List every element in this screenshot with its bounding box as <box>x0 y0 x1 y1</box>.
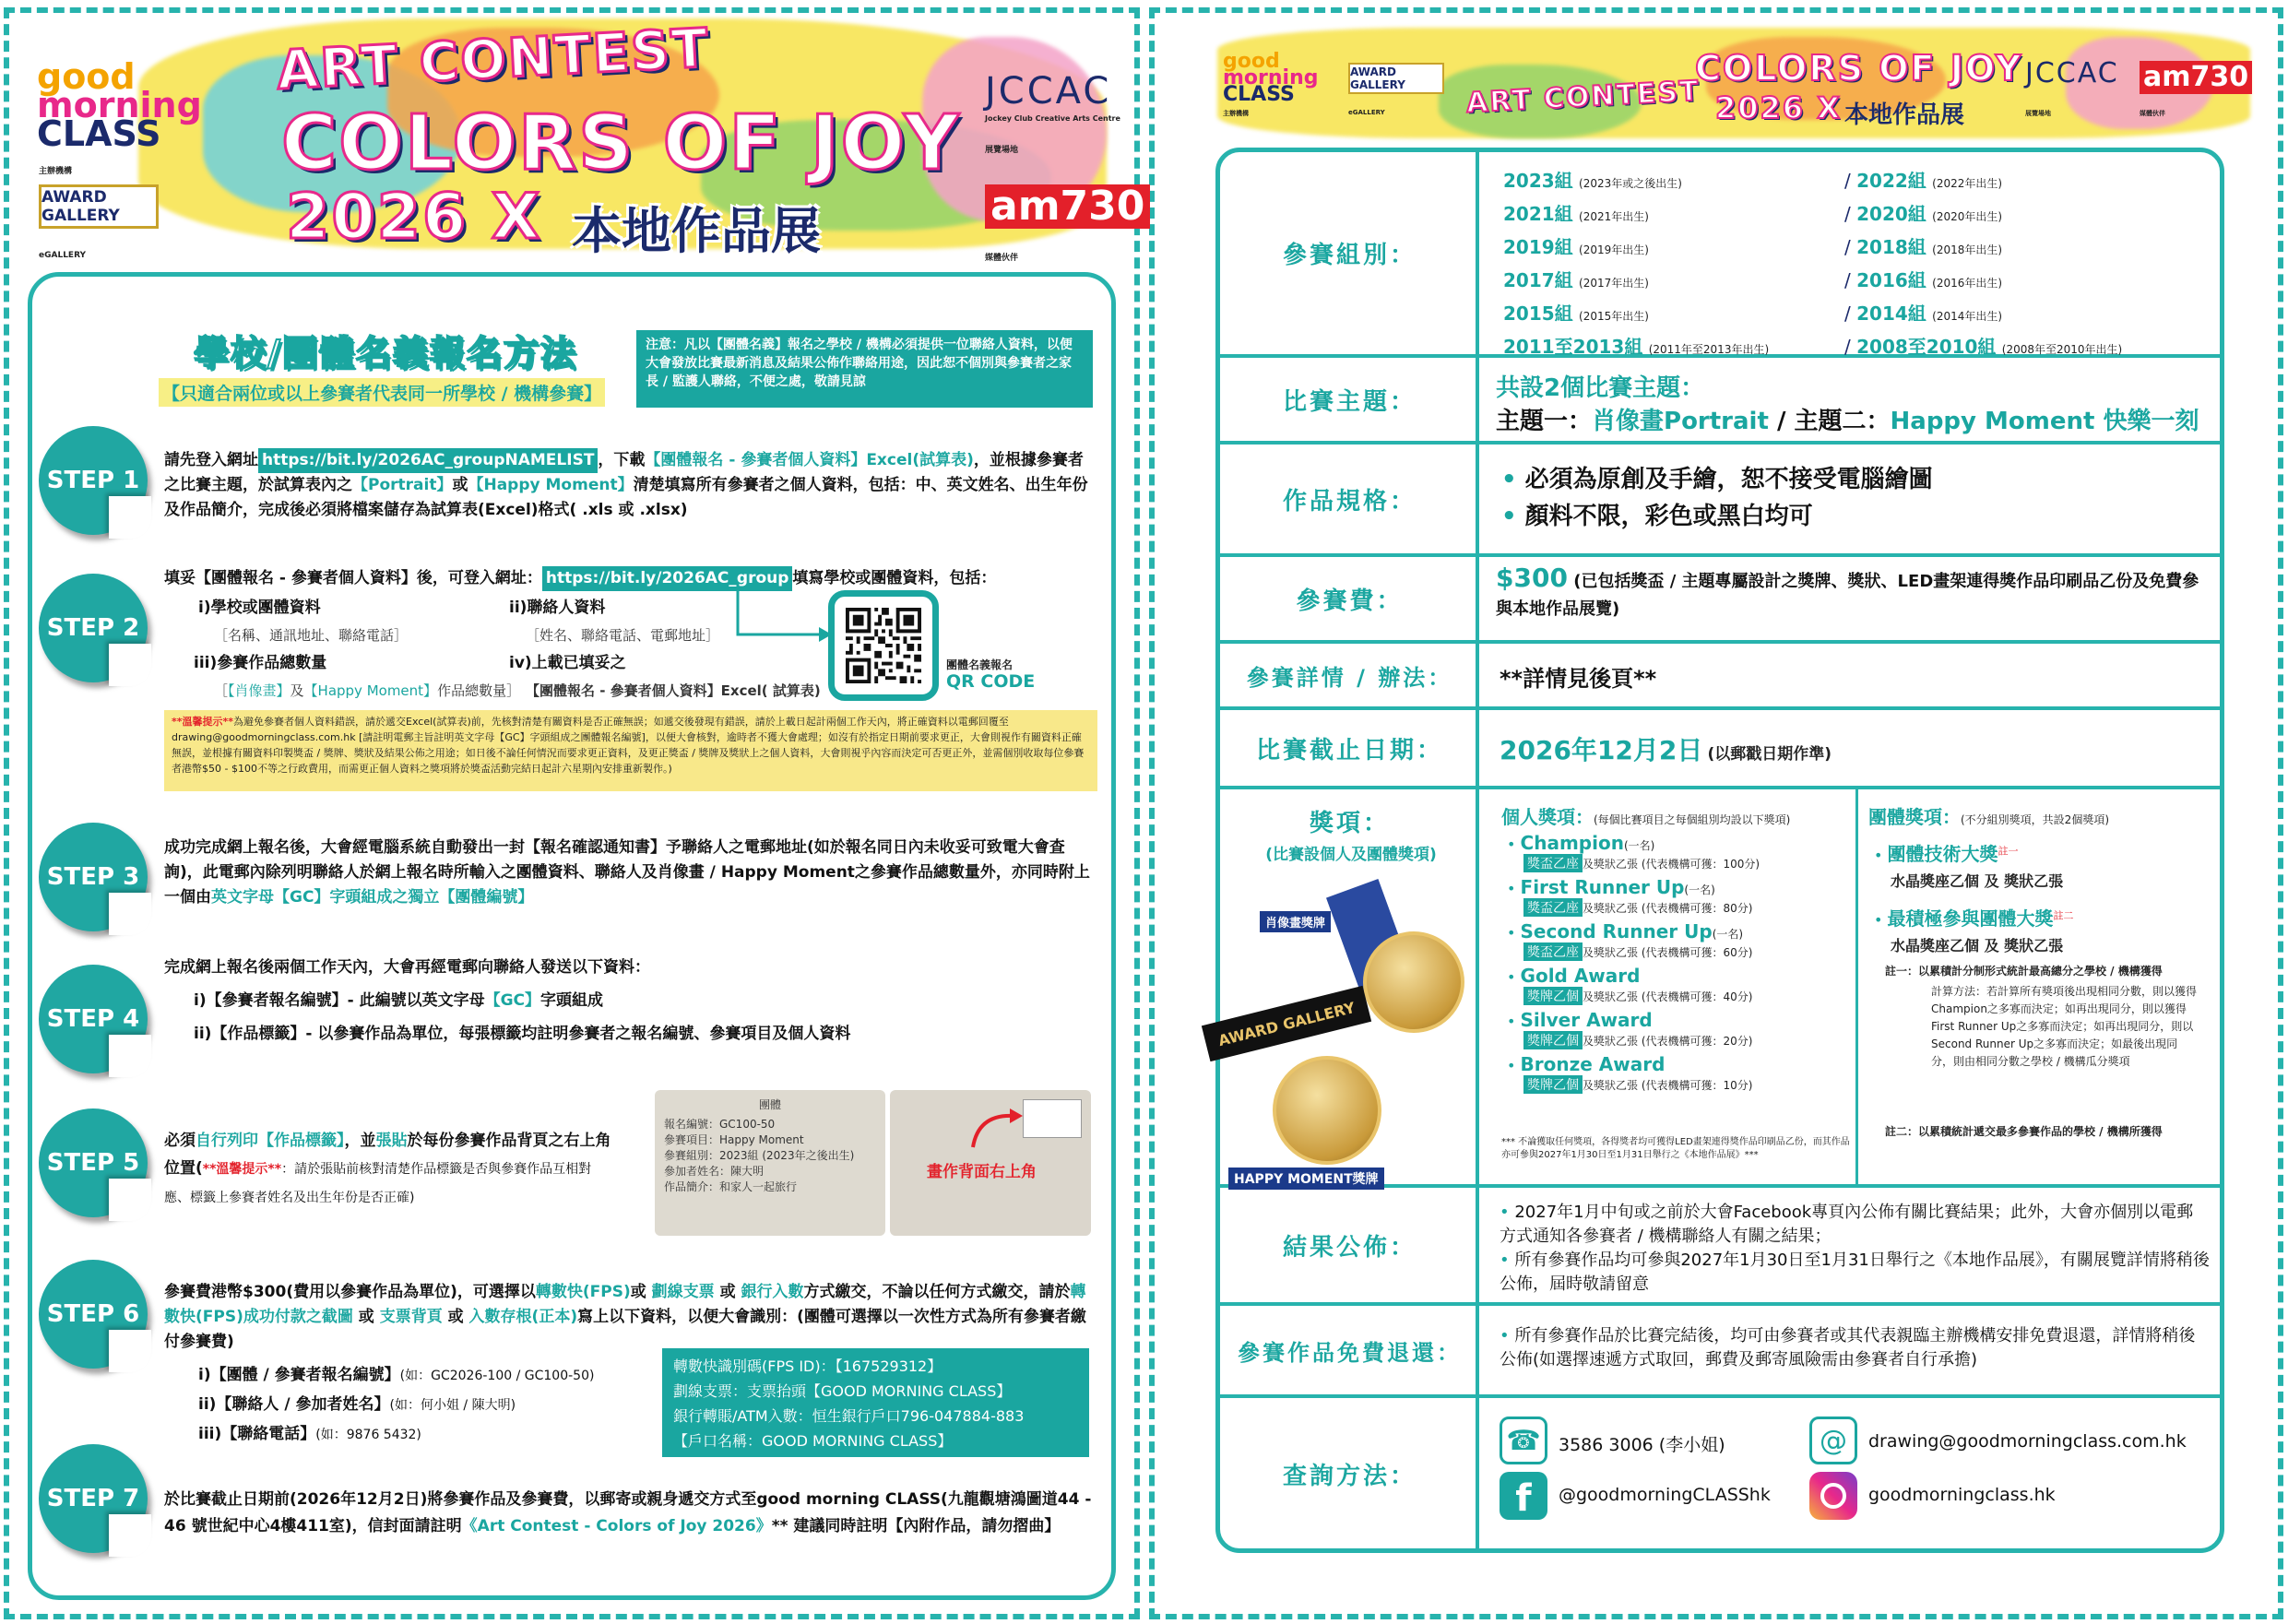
gmc-r-line2: morning <box>1223 66 1319 90</box>
label-card-row: 參賽項目：Happy Moment <box>664 1133 804 1146</box>
s6-or1: 或 <box>630 1283 646 1301</box>
group-note: (2021年出生) <box>1579 210 1649 223</box>
deadline-note: (以郵戳日期作準) <box>1707 745 1832 764</box>
s4-i-c: 字頭組成 <box>540 991 604 1010</box>
s5-c: ，並 <box>344 1132 376 1150</box>
indiv-award-item: • Second Runner Up(一名) 獎盃乙座 及獎狀乙張 (代表機構可獲：60分) <box>1507 920 1753 960</box>
am730-caption: 媒體伙伴 <box>985 254 1019 263</box>
s2-iv-sub: 【團體報名 - 參賽者個人資料】Excel( 試算表) <box>526 682 821 699</box>
instagram-icon <box>1809 1472 1857 1520</box>
portrait-medal-label: 肖像畫獎牌 <box>1260 911 1331 932</box>
deadline-label: 比賽截止日期： <box>1255 736 1443 765</box>
group-note: (2014年出生) <box>1932 310 2003 323</box>
s6-b: 方式繳交，不論以任何方式繳交，請於 <box>803 1283 1071 1301</box>
group-note: (2022年出生) <box>1932 177 2003 190</box>
group-name: 2021組 <box>1503 203 1573 225</box>
group-award-desc: 水晶獎座乙個 及 獎狀乙張 <box>1891 937 2064 954</box>
groups-right-column <box>1844 166 2213 365</box>
s7-b: 《Art Contest - Colors of Joy 2026》 <box>461 1517 772 1535</box>
indiv-desc: 及獎狀乙張 (代表機構可獲：10分) <box>1583 1079 1753 1092</box>
indiv-award-item: • Gold Award 獎牌乙個 及獎狀乙張 (代表機構可獲：40分) <box>1507 965 1753 1004</box>
theme-2a: 主題一： <box>1496 408 1593 435</box>
s7-c: ** 建議同時註明【內附作品，請勿摺曲】 <box>771 1517 1061 1535</box>
award-r-caption: eGALLERY <box>1348 109 1385 116</box>
step-7-badge: STEP 7 <box>39 1444 148 1553</box>
group-note: (2020年出生) <box>1932 210 2003 223</box>
group-name: 2016組 <box>1856 269 1926 291</box>
details-text: **詳情見後頁** <box>1500 666 1657 692</box>
s6-c: 轉數快(FPS)成功付款之截圖 <box>164 1283 1086 1326</box>
right-title-colors: COLORS OF JOY <box>1695 48 2023 89</box>
group-note: (2008年至2010年出生) <box>2001 343 2123 356</box>
s2-warn-text: 為避免參賽者個人資料錯誤，請於遞交Excel(試算表)前，先核對清楚有關資料是否正確無誤；如遞交後發現有錯誤，請於上載日起計兩個工作天內，將正確資料以電郵回覆至drawing@goodmorningclass.com.hk [請註明電郵主旨註明英文字母【GC】字頭組成之團體報名編號]，以便大會核對，逾時者不獲大會處理；如沒有於指定日期前要求更正，大會則視作有關資料正確無誤，並根據有關資料印製獎盃 / 獎牌、獎狀及結果公佈之用途；如日後不論任何情況而要求更正資料，及更正獎盃 / 獎牌及獎狀上之個人資料，大會則視乎內容而決定可否更正外，並需個別收取每位參賽者港幣$50 - $100不等之行政費用，而需更正個人資料之獎項將於獎盃活動完結日起計六星期內安排重新製作。) <box>172 716 1085 775</box>
group-award-2: • 最積極參與團體大獎$^{註二}$ 水晶獎座乙個 及 獎狀乙張 <box>1874 907 2074 954</box>
pay-bank: 銀行轉賬/ATM入數：恒生銀行戶口796-047884-883 <box>673 1407 1025 1425</box>
right-title-exhibition: 本地作品展 <box>1844 101 1965 129</box>
s4-a: 完成網上報名後兩個工作天內，大會再經電郵向聯絡人發送以下資料： <box>164 958 650 977</box>
s2-warn-lead: **溫馨提示** <box>172 716 234 728</box>
s2-iii-sub-b: 【肖像畫】 <box>228 682 290 699</box>
group-name: 2015組 <box>1503 302 1573 325</box>
group-name: 2011至2013組 <box>1503 336 1643 358</box>
theme-2d: Happy Moment 快樂一刻 <box>1890 408 2199 435</box>
jccac-logo-right: JCCAC <box>2025 57 2119 89</box>
awards-label: 獎項： <box>1309 809 1390 837</box>
jccac-caption: 展覽場地 <box>985 146 1019 155</box>
ribbon-black: AWARD GALLERY <box>1202 986 1371 1061</box>
fee-label: 參賽費： <box>1296 587 1404 615</box>
s6-or3: 或 <box>358 1308 374 1326</box>
s6-d: 支票背頁 <box>379 1308 443 1326</box>
s1-a: 請先登入網址 <box>164 451 258 469</box>
label-card-row: 參賽組別：2023組 (2023年之後出生) <box>664 1149 855 1162</box>
s2-iii: iii)參賽作品總數量 <box>194 654 327 672</box>
group-item <box>1503 299 1854 332</box>
s2-i-sub: ［名稱、通訊地址、聯絡電話］ <box>214 627 409 644</box>
group-item <box>1503 266 1854 299</box>
curved-arrow-icon <box>969 1105 1025 1151</box>
notice-text: 注意：凡以【團體名義】報名之學校 / 機構必須提供一位聯絡人資料，以便大會發放比賽最新消息及結果公佈作聯絡用途，因此恕不個別與參賽者之家長 / 監護人聯絡，不便之處，敬請見諒 <box>646 338 1073 389</box>
group-name: 2014組 <box>1856 302 1926 325</box>
qr-label-2: QR CODE <box>946 671 1036 692</box>
label-card-row: 報名編號：GC100-50 <box>664 1118 776 1131</box>
step-2-warning <box>164 710 1097 791</box>
group-name: 2018組 <box>1856 236 1926 258</box>
right-title-2026: 2026 X <box>1715 90 1842 125</box>
fee-desc: (已包括獎盃 / 主題專屬設計之獎牌、獎狀、LED畫架連得獎作品印刷品乙份及免費參與本地作品展覽) <box>1496 572 2199 619</box>
instagram-link[interactable]: goodmorningclass.hk <box>1868 1485 2056 1505</box>
group-item: / 2018組 (2018年出生) <box>1844 236 2003 258</box>
s2-iii-sub-d: 【Happy Moment】 <box>303 682 438 699</box>
s2-a: 填妥【團體報名 - 參賽者個人資料】後，可登入網址： <box>164 569 542 587</box>
indiv-note: (每個比賽項目之每個組別均設以下獎項) <box>1594 813 1791 826</box>
indiv-tag: 獎盃乙座 <box>1523 942 1583 961</box>
result-item: • 2027年1月中旬或之前於大會Facebook專頁內公佈有關比賽結果；此外，大會亦個別以電郵方式通知各參賽者 / 機構聯絡人有關之結果； <box>1500 1203 2194 1246</box>
s6-cheque: 劃線支票 <box>651 1283 715 1301</box>
s6-ii-label: ii)【聯絡人 / 參加者姓名】 <box>198 1395 390 1414</box>
group-item <box>1503 232 1854 266</box>
s4-i-b: 【GC】 <box>484 991 541 1010</box>
group-name: 2023組 <box>1503 170 1573 192</box>
s2-ii: ii)聯絡人資料 <box>509 599 606 617</box>
group-award-sup: 註一 <box>1998 845 2019 858</box>
step-3-text <box>164 836 1096 910</box>
group-note: (2018年出生) <box>1932 243 2003 256</box>
indiv-name: Champion <box>1520 832 1624 854</box>
group-name: 2017組 <box>1503 269 1573 291</box>
details-label: 參賽詳情 / 辦法： <box>1246 664 1453 691</box>
qr-label-1: 團體名義報名 <box>946 658 1014 671</box>
indiv-desc: 及獎狀乙張 (代表機構可獲：100分) <box>1583 858 1760 871</box>
group-note-1-body: 計算方法：若計算所有獎項後出現相同分數，則以獲得Champion之多寡而決定；如再出現同分，則以獲得First Runner Up之多寡而決定；如再出現同分，則以Second Runner Up之多寡而決定；如最後出現同分，則由相同分數之學校 / 機構瓜分獎項 <box>1931 985 2198 1068</box>
title-colors-of-joy: COLORS OF JOY <box>281 100 961 187</box>
indiv-count: (一名) <box>1684 883 1715 896</box>
s2-b: 填寫學校或團體資料，包括： <box>792 569 997 587</box>
s6-i <box>198 1363 594 1389</box>
group-item: / 2022組 (2022年出生) <box>1844 170 2003 192</box>
indiv-name: Second Runner Up <box>1520 920 1713 942</box>
indiv-list <box>1507 832 1848 1097</box>
s3-a: 成功完成網上報名後，大會經電腦系統自動發出一封【報名確認通知書】予聯絡人之電郵地址(如於報名同日內未收妥可致電大會查詢)，此電郵內除列明聯絡人於網上報名時所輸入之團體資料、聯絡人及肖像畫 / Happy Moment之參賽作品總數量外，亦同時附上一個由 <box>164 838 1090 907</box>
enquiry-label: 查詢方法： <box>1282 1462 1417 1490</box>
s6-or4: 或 <box>447 1308 464 1326</box>
group-item <box>1503 332 1854 365</box>
theme-line-2 <box>1496 402 2199 436</box>
group-award-desc: 水晶獎座乙個 及 獎狀乙張 <box>1891 872 2064 890</box>
indiv-award-item: • First Runner Up(一名) 獎盃乙座 及獎狀乙張 (代表機構可獲：80分) <box>1507 876 1753 916</box>
s2-ii-sub: ［姓名、聯絡電話、電郵地址］ <box>526 627 720 644</box>
deadline-date: 2026年12月2日 <box>1500 735 1703 765</box>
result-text: 2027年1月中旬或之前於大會Facebook專頁內公佈有關比賽結果；此外，大會亦個別以電郵方式通知各參賽者 / 機構聯絡人有關之結果； <box>1500 1203 2194 1246</box>
step-6-text <box>164 1280 1096 1355</box>
right-title-art-contest: ART CONTEST <box>1465 75 1701 120</box>
group-name: 2008至2010組 <box>1856 336 1997 358</box>
gmc-logo <box>37 56 202 155</box>
group-note: (不分組別獎項，共設2個獎項) <box>1961 813 2109 826</box>
group-name: 2019組 <box>1503 236 1573 258</box>
jccac-sub: Jockey Club Creative Arts Centre <box>985 114 1120 123</box>
group-title: 團體獎項： <box>1868 806 1961 828</box>
group-note: (2015年出生) <box>1579 310 1649 323</box>
group-award-1: • 團體技術大獎$^{註一}$ 水晶獎座乙個 及 獎狀乙張 <box>1874 843 2064 890</box>
step-6-badge: STEP 6 <box>39 1260 148 1369</box>
gmc-logo-right <box>1223 50 1319 107</box>
group-note: (2023年或之後出生) <box>1579 177 1682 190</box>
step-2-badge: STEP 2 <box>39 574 148 682</box>
group-item <box>1503 199 1854 232</box>
indiv-desc: 及獎狀乙張 (代表機構可獲：40分) <box>1583 990 1753 1003</box>
indiv-tag: 獎牌乙個 <box>1523 1031 1583 1049</box>
fee-amount: $300 <box>1496 563 1568 593</box>
label-card-row: 參加者姓名：陳大明 <box>664 1165 765 1178</box>
s1-url-link[interactable]: https://bit.ly/2026AC_groupNAMELIST <box>258 448 598 473</box>
s1-happy: 【Happy Moment】 <box>468 476 634 494</box>
indiv-tag: 獎牌乙個 <box>1523 1075 1583 1094</box>
email-link[interactable]: drawing@goodmorningclass.com.hk <box>1868 1431 2187 1452</box>
group-item <box>1503 166 1854 199</box>
group-item: / 2008至2010組 (2008年至2010年出生) <box>1844 336 2123 358</box>
label-card-row: 作品簡介：和家人一起旅行 <box>664 1180 798 1193</box>
s6-iii-label: iii)【聯絡電話】 <box>198 1425 316 1443</box>
gmc-r-caption: 主辦機構 <box>1223 110 1249 117</box>
indiv-tag: 獎盃乙座 <box>1523 854 1583 872</box>
spec-item: • 必須為原創及手繪，恕不接受電腦繪圖 <box>1501 466 1933 493</box>
title-local-exhibition: 本地作品展 <box>572 202 821 260</box>
award-logo-right: AWARD GALLERY <box>1348 63 1444 94</box>
result-item: • 所有參賽作品均可參與2027年1月30日至1月31日舉行之《本地作品展》，有關展覽詳情將稍後公佈，屆時敬請留意 <box>1500 1251 2210 1294</box>
theme-line-1: 共設2個比賽主題： <box>1496 374 1705 402</box>
s4-i <box>194 989 603 1014</box>
pay-fps: 轉數快識別碼(FPS ID)：【167529312】 <box>673 1357 942 1375</box>
jccac-r-caption: 展覽場地 <box>2025 110 2051 117</box>
back-caption: 畫作背面右上角 <box>927 1163 1037 1181</box>
indiv-name: Gold Award <box>1520 965 1641 987</box>
am730-r-caption: 媒體伙伴 <box>2140 110 2165 117</box>
s1-c: ，並根據參賽者之比賽主題，於試算表內之 <box>164 451 1084 494</box>
notice-box <box>636 330 1093 408</box>
s7-a: 於比賽截止日期前(2026年12月2日)將參賽作品及參賽費，以郵寄或親身遞交方式至good morning CLASS(九龍觀塘鴻圖道44 - 46 號世紀中心4樓411室)，信封面請註明 <box>164 1490 1092 1535</box>
s1-b: ，下載 <box>598 451 646 469</box>
portrait-medal-icon <box>1363 931 1464 1033</box>
group-award-name: 最積極參與團體大獎 <box>1887 907 2054 930</box>
s5-a: 必須 <box>164 1132 196 1150</box>
s6-i-sub: (如：GC2026-100 / GC100-50) <box>399 1369 595 1383</box>
indiv-award-item: • Silver Award 獎牌乙個 及獎狀乙張 (代表機構可獲：20分) <box>1507 1009 1753 1049</box>
indiv-desc: 及獎狀乙張 (代表機構可獲：80分) <box>1583 902 1753 915</box>
title-art-contest: ART CONTEST <box>275 16 712 102</box>
indiv-title: 個人獎項： <box>1501 806 1594 828</box>
phone-icon: ☎ <box>1500 1417 1547 1464</box>
result-text: 所有參賽作品均可參與2027年1月30日至1月31日舉行之《本地作品展》，有關展覽詳情將稍後公佈，屆時敬請留意 <box>1500 1251 2210 1294</box>
spec-text: 顏料不限，彩色或黑白均可 <box>1524 503 1813 530</box>
indiv-name: Silver Award <box>1520 1009 1653 1031</box>
theme-label: 比賽主題： <box>1282 387 1417 416</box>
gmc-logo-line1: good <box>37 56 136 97</box>
s6-ii <box>198 1393 516 1418</box>
artwork-back-sample <box>890 1090 1091 1236</box>
group-note: (2017年出生) <box>1579 277 1649 290</box>
left-heading: 學校/團體名義報名方法 <box>194 333 577 373</box>
s6-a: 參賽費港幣$300(費用以參賽作品為單位)，可選擇以 <box>164 1283 536 1301</box>
group-item: / 2014組 (2014年出生) <box>1844 302 2003 325</box>
step-5-badge: STEP 5 <box>39 1108 148 1217</box>
indiv-divider <box>1855 789 1858 1184</box>
group-item: / 2020組 (2020年出生) <box>1844 203 2003 225</box>
groups-left-column <box>1503 166 1854 365</box>
am730-logo: am730 <box>985 184 1150 229</box>
spec-label: 作品規格： <box>1282 487 1417 516</box>
s6-f: 寫上以下資料，以便大會識別：(團體可選擇以一次性方式為所有參賽者繳付參賽費) <box>164 1308 1086 1351</box>
s4-i-a: i)【參賽者報名編號】- 此編號以英文字母 <box>194 991 485 1010</box>
s6-ii-sub: (如：何小姐 / 陳大明) <box>389 1398 516 1413</box>
indiv-name: Bronze Award <box>1520 1053 1666 1075</box>
spec-text: 必須為原創及手繪，恕不接受電腦繪圖 <box>1524 466 1933 493</box>
gmc-caption: 主辦機構 <box>39 167 73 176</box>
s2-iii-sub-a: ［ <box>214 682 229 699</box>
indiv-title-row <box>1501 802 1790 829</box>
row-divider <box>1219 786 2221 789</box>
s2-iii-sub-c: 及 <box>290 682 304 699</box>
mini-label-icon <box>1023 1099 1082 1138</box>
s5-d: 張貼 <box>375 1132 408 1150</box>
indiv-count: (一名) <box>1712 928 1744 941</box>
group-item: / 2016組 (2016年出生) <box>1844 269 2003 291</box>
s6-bank: 銀行入數 <box>741 1283 804 1301</box>
indiv-name: First Runner Up <box>1520 876 1685 898</box>
indiv-award-item: • Champion(一名) 獎盃乙座 及獎狀乙張 (代表機構可獲：100分) <box>1507 832 1760 871</box>
group-note-1-head: 註一：以累積計分制形式統計最高總分之學校 / 機構獲得 <box>1885 965 2163 978</box>
return-label: 參賽作品免費退還： <box>1238 1339 1462 1366</box>
s5-f: ：請於張貼前核對清楚作品標籤是否與參賽作品互相對應、標籤上參賽者姓名及出生年份是否正確) <box>164 1162 592 1205</box>
group-award-name: 團體技術大獎 <box>1887 843 1998 865</box>
pay-cheque: 劃線支票：支票抬頭【GOOD MORNING CLASS】 <box>673 1382 1012 1400</box>
spec-list <box>1501 461 1933 535</box>
indiv-count: (一名) <box>1623 839 1655 852</box>
group-award-sup: 註二 <box>2053 909 2074 922</box>
s1-d: 清楚填寫所有參賽者之個人資料，包括：中、英文姓名、出生年份及作品簡介，完成後必須將檔案儲存為試算表(Excel)格式( .xls 或 .xlsx) <box>164 476 1088 519</box>
groups-label: 參賽組別： <box>1282 241 1417 269</box>
email-icon: @ <box>1809 1417 1857 1464</box>
theme-2b: 肖像畫Portrait <box>1592 408 1769 435</box>
group-name: 2020組 <box>1856 203 1926 225</box>
return-item: • 所有參賽作品於比賽完結後，均可由參賽者或其代表親臨主辦機構安排免費退還，詳情將稍後公佈(如選擇速遞方式取回，郵費及郵寄風險需由參賽者自行承擔) <box>1500 1326 2196 1369</box>
s6-fps: 轉數快(FPS) <box>535 1283 631 1301</box>
s1-or: 或 <box>452 476 468 494</box>
gmc-logo-line2: morning <box>37 85 202 126</box>
group-note-2: 註二：以累積統計遞交最多參賽作品的學校 / 機構所獲得 <box>1885 1125 2163 1138</box>
pay-account-name: 【戶口名稱：GOOD MORNING CLASS】 <box>673 1432 953 1450</box>
s5-e: 於每份參賽作品背頁之右上角位置( <box>164 1132 611 1178</box>
result-list <box>1500 1201 2210 1297</box>
facebook-icon: f <box>1500 1472 1547 1520</box>
am730-logo-right: am730 <box>2140 61 2252 94</box>
group-note: (2016年出生) <box>1932 277 2003 290</box>
step-3-badge: STEP 3 <box>39 823 148 931</box>
s6-iii-sub: (如：9876 5432) <box>315 1428 421 1442</box>
indiv-footnote: *** 不論獲取任何獎項，各得獎者均可獲得LED畫架連得獎作品印刷品乙份，而其作品亦可參與2027年1月30日至1月31日舉行之《本地作品展》*** <box>1501 1137 1850 1160</box>
gmc-r-line3: CLASS <box>1223 83 1295 107</box>
award-gallery-logo: AWARD GALLERY <box>39 184 159 229</box>
deadline-text <box>1500 730 1832 767</box>
awards-sub: (比賽設個人及團體獎項) <box>1265 846 1437 864</box>
step-5-text <box>164 1127 616 1212</box>
group-name: 2022組 <box>1856 170 1926 192</box>
title-2026x: 2026 X <box>286 181 542 254</box>
s6-i-label: i)【團體 / 參賽者報名編號】 <box>198 1366 400 1384</box>
arrow-to-qr-icon <box>734 579 836 644</box>
group-note: (2011年至2013年出生) <box>1648 343 1770 356</box>
s2-url-link[interactable]: https://bit.ly/2026AC_group <box>542 566 793 591</box>
facebook-link[interactable]: @goodmorningCLASShk <box>1559 1485 1771 1505</box>
gmc-logo-line3: CLASS <box>37 113 161 155</box>
indiv-desc: 及獎狀乙張 (代表機構可獲：60分) <box>1583 946 1753 959</box>
step-1-badge: STEP 1 <box>39 426 148 535</box>
s5-b: 自行列印【作品標籤】 <box>196 1132 345 1150</box>
step-4-badge: STEP 4 <box>39 965 148 1073</box>
happy-medal-label: HAPPY MOMENT獎牌 <box>1228 1168 1384 1190</box>
fee-text <box>1496 564 2206 623</box>
s6-or2: 或 <box>719 1283 736 1301</box>
s1-portrait: 【Portrait】 <box>352 476 453 494</box>
indiv-award-item: • Bronze Award 獎牌乙個 及獎狀乙張 (代表機構可獲：10分) <box>1507 1053 1753 1093</box>
indiv-tag: 獎牌乙個 <box>1523 987 1583 1005</box>
step-7-text <box>164 1487 1096 1540</box>
group-title-row <box>1868 802 2109 829</box>
indiv-tag: 獎盃乙座 <box>1523 898 1583 917</box>
s4-ii: ii)【作品標籤】- 以參賽作品為單位，每張標籤均註明參賽者之報名編號、參賽項目及個人資料 <box>194 1025 851 1043</box>
return-text: 所有參賽作品於比賽完結後，均可由參賽者或其代表親臨主辦機構安排免費退還，詳情將稍後公佈(如選擇速遞方式取回，郵費及郵寄風險需由參賽者自行承擔) <box>1500 1326 2196 1369</box>
s6-e: 入數存根(正本) <box>468 1308 578 1326</box>
happy-moment-medal-icon <box>1273 1056 1381 1165</box>
group-note: (2019年出生) <box>1579 243 1649 256</box>
s2-iii-sub-e: 作品總數量］ <box>437 682 521 699</box>
s6-iii <box>198 1422 421 1448</box>
s2-iii-sub <box>214 681 520 701</box>
qr-code-frame[interactable] <box>828 590 939 701</box>
qr-code-icon <box>846 608 921 683</box>
s2-iv: iv)上載已填妥之 <box>509 654 626 672</box>
payment-box <box>662 1348 1089 1457</box>
gmc-r-line1: good <box>1223 50 1280 73</box>
s5-warn: **溫馨提示** <box>202 1162 282 1177</box>
indiv-desc: 及獎狀乙張 (代表機構可獲：20分) <box>1583 1035 1753 1048</box>
left-heading-sub: 【只適合兩位或以上參賽者代表同一所學校 / 機構參賽】 <box>159 378 605 407</box>
s2-i: i)學校或團體資料 <box>198 599 321 617</box>
step-1-text <box>164 448 1096 523</box>
jccac-logo: JCCAC <box>985 70 1112 113</box>
spec-item: • 顏料不限，彩色或黑白均可 <box>1501 503 1813 530</box>
label-card-title: 團體 <box>758 1098 781 1111</box>
s3-b: 英文字母【GC】字頭組成之獨立【團體編號】 <box>211 888 534 907</box>
award-caption: eGALLERY <box>39 251 87 260</box>
label-card-sample <box>655 1090 885 1236</box>
step-2-text <box>164 566 1096 591</box>
theme-2c: / 主題二： <box>1768 408 1891 435</box>
phone-text: 3586 3006 (李小姐) <box>1559 1435 1725 1455</box>
result-label: 結果公佈： <box>1282 1233 1417 1262</box>
s1-file: 【團體報名 - 參賽者個人資料】Excel(試算表) <box>645 451 974 469</box>
